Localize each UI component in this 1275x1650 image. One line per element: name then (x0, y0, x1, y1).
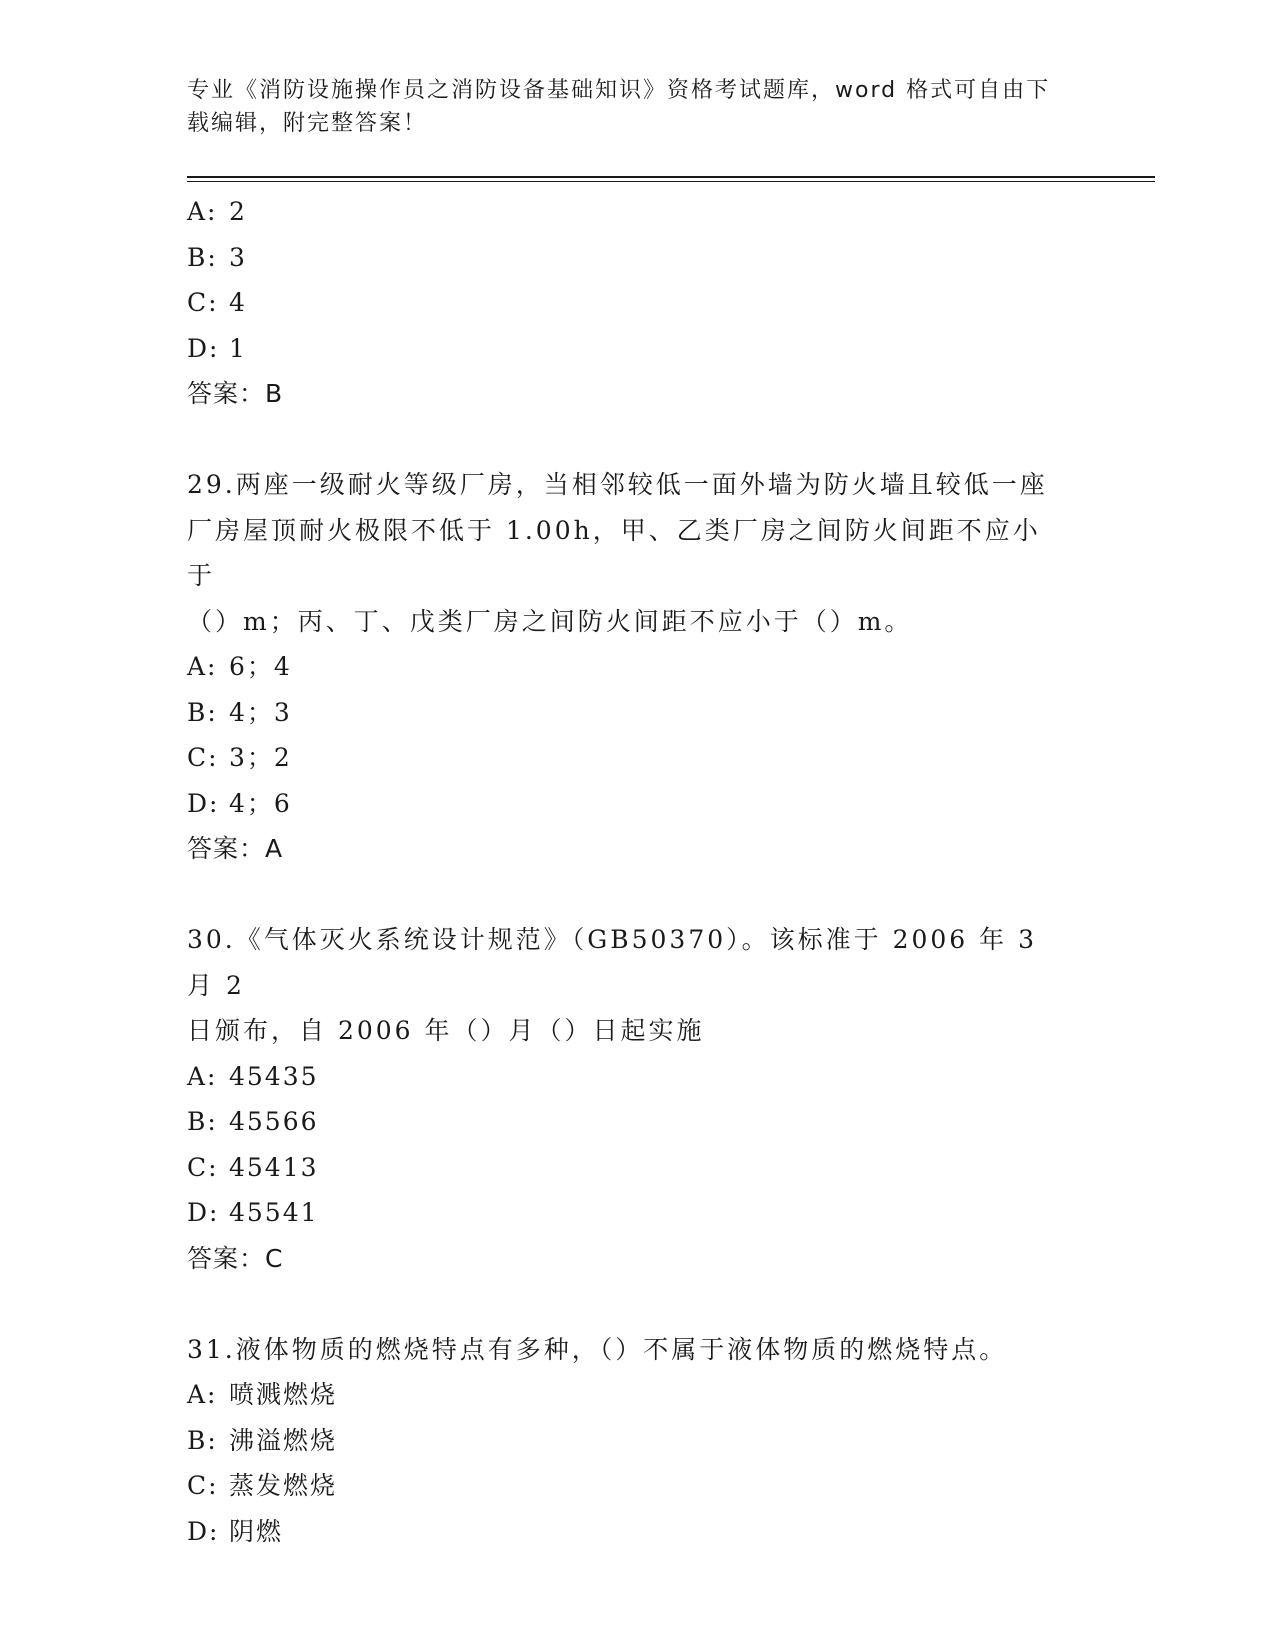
option-b (187, 1418, 1087, 1464)
option-text: 45413 (229, 1152, 319, 1182)
question-29-text (187, 462, 1067, 644)
answer-line: 答案：B (187, 379, 284, 408)
option-text: 2 (229, 197, 247, 226)
option-label: B: (187, 697, 218, 727)
option-d (187, 781, 1087, 827)
option-c (187, 280, 1087, 326)
option-c (187, 1145, 1087, 1191)
answer-line: 答案：C (187, 1243, 284, 1273)
option-label: B: (187, 1425, 218, 1455)
question-30-block (187, 917, 1087, 1281)
question-28-block (187, 189, 1087, 417)
option-text: 6；4 (229, 652, 292, 681)
option-a (187, 189, 1087, 235)
option-d (187, 1509, 1087, 1555)
question-line: 29.两座一级耐火等级厂房，当相邻较低一面外墙为防火墙且较低一座 (187, 470, 1048, 499)
document-header (187, 74, 1087, 140)
option-label: D: (187, 1198, 220, 1227)
question-30-text (187, 917, 1067, 1054)
option-label: C: (187, 1152, 219, 1182)
option-label: A: (187, 1061, 218, 1091)
option-label: A: (187, 1380, 218, 1409)
option-text: 4；3 (229, 697, 292, 727)
option-label: B: (187, 1107, 218, 1136)
option-c (187, 1463, 1087, 1509)
option-a (187, 644, 1087, 690)
option-text: 蒸发燃烧 (229, 1471, 338, 1500)
option-b (187, 235, 1087, 281)
option-text: 喷溅燃烧 (229, 1380, 338, 1409)
option-text: 45435 (229, 1061, 319, 1091)
question-31-text (187, 1327, 1067, 1373)
question-29-block (187, 462, 1087, 872)
option-label: D: (187, 788, 220, 818)
option-label: D: (187, 333, 220, 363)
option-label: C: (187, 1471, 219, 1500)
option-text: 阴燃 (229, 1516, 284, 1546)
option-a (187, 1372, 1087, 1418)
option-c (187, 735, 1087, 781)
header-divider-thin (187, 181, 1155, 182)
option-label: D: (187, 1516, 220, 1546)
option-b (187, 690, 1087, 736)
option-text: 3；2 (229, 743, 292, 772)
option-d (187, 1190, 1087, 1236)
option-label: B: (187, 242, 218, 272)
option-text: 1 (229, 333, 247, 363)
spacer (187, 872, 1087, 918)
option-label: C: (187, 743, 219, 772)
spacer (187, 1281, 1087, 1327)
option-label: C: (187, 288, 219, 317)
question-line: 厂房屋顶耐火极限不低于 1.00h，甲、乙类厂房之间防火间距不应小于 (187, 515, 1041, 590)
option-text: 4；6 (229, 788, 292, 818)
option-a (187, 1054, 1087, 1100)
question-line: （）m；丙、丁、戊类厂房之间防火间距不应小于（）m。 (187, 606, 913, 636)
option-text: 45541 (229, 1198, 319, 1227)
option-label: A: (187, 652, 218, 681)
header-line-2: 载编辑，附完整答案！ (187, 111, 428, 136)
question-line: 日颁布，自 2006 年（）月（）日起实施 (187, 1016, 705, 1045)
header-divider-thick (187, 176, 1155, 178)
question-line: 30.《气体灭火系统设计规范》（GB50370）。该标准于 2006 年 3 月 2 (187, 925, 1038, 1000)
question-line: 31.液体物质的燃烧特点有多种，（）不属于液体物质的燃烧特点。 (187, 1334, 1008, 1364)
option-text: 45566 (229, 1107, 319, 1136)
option-text: 沸溢燃烧 (229, 1425, 338, 1455)
question-31-block (187, 1327, 1087, 1555)
option-text: 3 (229, 242, 247, 272)
spacer (187, 417, 1087, 463)
header-line-1: 专业《消防设施操作员之消防设备基础知识》资格考试题库，word 格式可自由下 (187, 78, 1051, 103)
question-list (187, 189, 1087, 1554)
option-d (187, 326, 1087, 372)
option-label: A: (187, 197, 218, 226)
option-b (187, 1099, 1087, 1145)
answer-line: 答案：A (187, 834, 284, 863)
option-text: 4 (229, 288, 247, 317)
